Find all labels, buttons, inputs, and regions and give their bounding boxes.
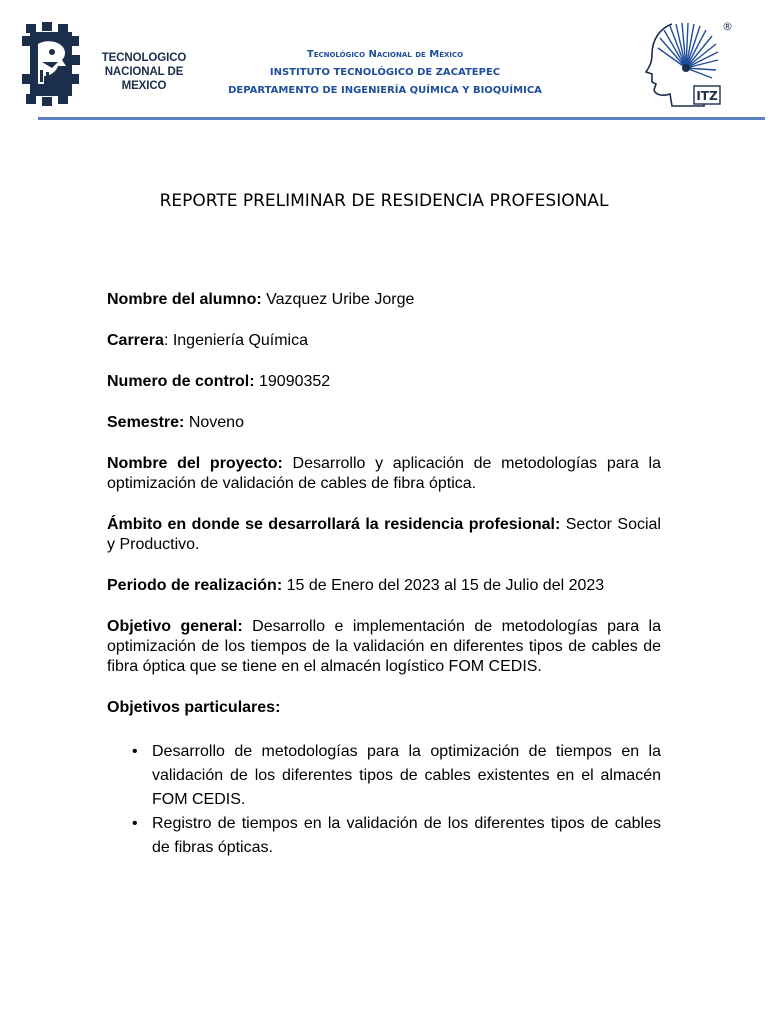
field-career xyxy=(107,331,661,351)
field-label: Numero de control: xyxy=(107,373,255,390)
field-label: Objetivo general: xyxy=(107,618,243,635)
itz-logo xyxy=(642,18,733,110)
field-value: Noveno xyxy=(184,414,244,431)
institution-line-2: INSTITUTO TECNOLÓGICO DE ZACATEPEC xyxy=(269,67,501,78)
institution-header xyxy=(210,46,560,100)
field-value: Desarrollo e implementación de metodologías para la optimización de los tiempos de la validación en diferentes tipos de cables de fibra óptica que se tiene en el almacén logístico FOM CEDIS. xyxy=(107,618,661,675)
field-period xyxy=(107,576,661,596)
registered-mark: ® xyxy=(722,20,733,33)
field-student-name xyxy=(107,290,661,310)
field-value: Sector Social y Productivo. xyxy=(107,516,661,553)
field-control-number xyxy=(107,372,661,392)
field-label: Nombre del proyecto: xyxy=(107,455,283,472)
document-header xyxy=(0,0,768,125)
objective-text: Registro de tiempos en la validación de los diferentes tipos de cables de fibras ópticas. xyxy=(152,815,661,856)
field-label: Carrera xyxy=(107,332,164,349)
objective-text: Desarrollo de metodologías para la optimización de tiempos en la validación de los diferentes tipos de cables existentes en el almacén FOM CEDIS. xyxy=(152,743,661,808)
field-value: 15 de Enero del 2023 al 15 de Julio del 2023 xyxy=(282,577,605,594)
field-label: Ámbito en donde se desarrollará la residencia profesional: xyxy=(107,516,561,533)
field-value: Desarrollo y aplicación de metodologías para la optimización de validación de cables de fibra óptica. xyxy=(107,455,661,492)
field-value: Vazquez Uribe Jorge xyxy=(261,291,415,308)
field-particular-objectives xyxy=(107,698,661,718)
bullet-icon: • xyxy=(132,815,138,832)
field-label: Periodo de realización: xyxy=(107,577,283,594)
field-value: 19090352 xyxy=(254,373,331,390)
bullet-icon: • xyxy=(132,743,138,760)
header-divider xyxy=(38,117,765,120)
document-body xyxy=(107,290,661,860)
list-item xyxy=(107,812,661,860)
field-general-objective xyxy=(107,617,661,677)
tecnm-logo-text xyxy=(82,51,206,93)
objectives-list xyxy=(107,740,661,860)
itz-emblem-icon xyxy=(642,18,733,110)
document-title: REPORTE PRELIMINAR DE RESIDENCIA PROFESIONAL xyxy=(159,191,609,211)
itz-text: ITZ xyxy=(696,89,718,103)
field-scope xyxy=(107,515,661,555)
field-semester xyxy=(107,413,661,433)
field-label: Nombre del alumno: xyxy=(107,291,262,308)
field-project-name xyxy=(107,454,661,494)
list-item xyxy=(107,740,661,812)
field-label: Objetivos particulares: xyxy=(107,699,281,716)
institution-line-3: DEPARTAMENTO DE INGENIERÍA QUÍMICA Y BIOQUÍMICA xyxy=(228,85,542,96)
logo-text-line1: TECNOLOGICO xyxy=(101,52,187,64)
tecnm-logo xyxy=(22,22,206,106)
institution-line-1: Tecnológico Nacional de México xyxy=(306,49,464,60)
field-value: : Ingeniería Química xyxy=(163,332,309,349)
gear-eagle-icon xyxy=(22,22,80,106)
logo-text-line2: NACIONAL DE MEXICO xyxy=(104,66,184,92)
field-label: Semestre: xyxy=(107,414,185,431)
